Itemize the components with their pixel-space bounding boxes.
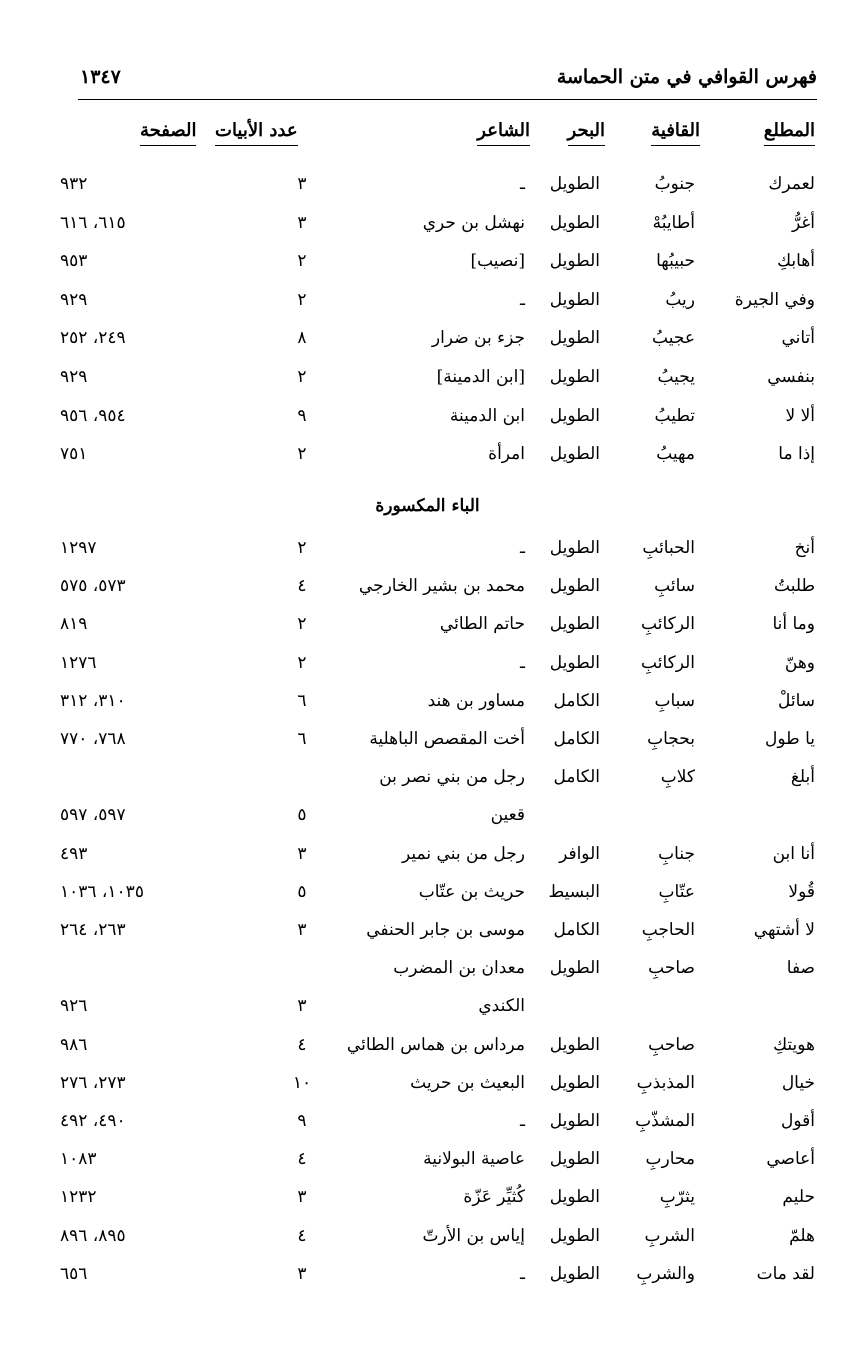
cell-matla: أهابكِ bbox=[777, 251, 815, 272]
cell-page-refs: ٩٣٢ bbox=[60, 174, 88, 194]
cell-bahr: الطويل bbox=[549, 614, 600, 635]
col-header-count: عدد الأبيات bbox=[215, 120, 298, 146]
cell-matla: لقد مات bbox=[756, 1263, 815, 1284]
cell-verse-count: ١٠ bbox=[292, 1072, 312, 1093]
cell-bahr: الطويل bbox=[549, 958, 600, 979]
cell-poet: رجل من بني نمير bbox=[402, 843, 525, 864]
cell-poet: ـ bbox=[520, 652, 525, 673]
cell-verse-count: ٦ bbox=[297, 729, 307, 749]
cell-bahr: البسيط bbox=[548, 881, 600, 902]
cell-qafia: ريبُ bbox=[665, 289, 695, 310]
cell-qafia: أطايبُهْ bbox=[652, 212, 695, 233]
cell-qafia: كلابِ bbox=[660, 767, 695, 788]
cell-bahr: الطويل bbox=[549, 538, 600, 558]
cell-page-refs: ٤٩٠، ٤٩٢ bbox=[60, 1111, 126, 1131]
cell-page-refs: ٧٥١ bbox=[60, 444, 88, 465]
cell-qafia: تطيبُ bbox=[654, 405, 695, 426]
cell-verse-count: ٤ bbox=[297, 1034, 307, 1055]
cell-qafia: سائبِ bbox=[654, 576, 695, 597]
cell-bahr: الكامل bbox=[553, 729, 600, 749]
cell-poet: موسى بن جابر الحنفي bbox=[366, 920, 525, 940]
cell-poet: محمد بن بشير الخارجي bbox=[358, 576, 525, 597]
cell-bahr: الطويل bbox=[549, 576, 600, 597]
cell-verse-count: ٥ bbox=[297, 805, 307, 826]
cell-page-refs: ٩٢٦ bbox=[60, 996, 88, 1017]
cell-matla: أنخ bbox=[794, 538, 815, 558]
cell-page-refs: ٢٦٣، ٢٦٤ bbox=[60, 920, 126, 940]
cell-bahr: الطويل bbox=[549, 1225, 600, 1246]
cell-matla: قُولا bbox=[788, 881, 815, 902]
cell-qafia: المذبذبِ bbox=[636, 1072, 695, 1093]
cell-page-refs: ٢٧٣، ٢٧٦ bbox=[60, 1072, 126, 1093]
cell-qafia: عجيبُ bbox=[652, 328, 695, 349]
cell-verse-count: ٢ bbox=[297, 444, 307, 465]
cell-page-refs: ٩٢٩ bbox=[60, 289, 88, 310]
cell-verse-count: ٣ bbox=[297, 843, 307, 864]
cell-bahr: الكامل bbox=[553, 920, 600, 940]
cell-bahr: الوافر bbox=[559, 843, 600, 864]
cell-matla: لا أشتهي bbox=[753, 920, 815, 940]
cell-matla: يا طول bbox=[765, 729, 815, 749]
cell-verse-count: ٩ bbox=[297, 1111, 307, 1131]
cell-verse-count: ٤ bbox=[297, 1225, 307, 1246]
cell-bahr: الطويل bbox=[549, 1034, 600, 1055]
cell-qafia: سبابِ bbox=[654, 690, 695, 711]
section-heading: الباء المكسورة bbox=[375, 496, 480, 516]
cell-poet: ـ bbox=[520, 289, 525, 310]
cell-qafia: جنوبُ bbox=[654, 174, 695, 194]
cell-qafia: محاربِ bbox=[645, 1149, 695, 1170]
cell-matla: أغرُّ bbox=[792, 212, 815, 233]
cell-bahr: الطويل bbox=[549, 251, 600, 272]
cell-verse-count: ٢ bbox=[297, 367, 307, 387]
cell-page-refs: ١٢٧٦ bbox=[60, 652, 97, 673]
cell-verse-count: ٢ bbox=[297, 614, 307, 635]
cell-bahr: الطويل bbox=[549, 1263, 600, 1284]
cell-matla: أبلغ bbox=[790, 767, 815, 788]
col-header-bahr: البحر bbox=[568, 120, 605, 146]
cell-poet: الكندي bbox=[478, 996, 525, 1017]
cell-bahr: الطويل bbox=[549, 289, 600, 310]
cell-page-refs: ٨١٩ bbox=[60, 614, 88, 635]
cell-verse-count: ٣ bbox=[297, 212, 307, 233]
cell-verse-count: ٣ bbox=[297, 920, 307, 940]
cell-page-refs: ٩٥٣ bbox=[60, 251, 88, 272]
col-header-page: الصفحة bbox=[140, 120, 196, 146]
cell-page-refs: ٥٩٧، ٥٩٧ bbox=[60, 805, 126, 826]
cell-matla: خيال bbox=[781, 1072, 815, 1093]
cell-verse-count: ٢ bbox=[297, 251, 307, 272]
cell-matla: وما أنا bbox=[772, 614, 815, 635]
cell-matla: بنفسي bbox=[767, 367, 815, 387]
cell-bahr: الكامل bbox=[553, 767, 600, 788]
cell-qafia: الركائبِ bbox=[641, 652, 695, 673]
cell-qafia: المشذّبِ bbox=[635, 1111, 695, 1131]
cell-matla: أنا ابن bbox=[772, 843, 815, 864]
cell-matla: حليم bbox=[782, 1187, 815, 1208]
cell-bahr: الطويل bbox=[549, 174, 600, 194]
cell-page-refs: ٢٤٩، ٢٥٢ bbox=[60, 328, 126, 349]
cell-matla: وفي الجيرة bbox=[734, 289, 815, 310]
cell-poet: أخت المقصص الباهلية bbox=[369, 729, 525, 749]
cell-verse-count: ٩ bbox=[297, 405, 307, 426]
cell-matla: هويتكِ bbox=[773, 1034, 815, 1055]
cell-verse-count: ٣ bbox=[297, 1187, 307, 1208]
cell-verse-count: ٣ bbox=[297, 1263, 307, 1284]
cell-verse-count: ٢ bbox=[297, 289, 307, 310]
cell-qafia: عتّابِ bbox=[658, 881, 695, 902]
cell-matla: ألا لا bbox=[785, 405, 815, 426]
cell-verse-count: ٥ bbox=[297, 881, 307, 902]
cell-qafia: مهيبُ bbox=[656, 444, 695, 465]
cell-matla: لعمرك bbox=[768, 174, 815, 194]
cell-bahr: الطويل bbox=[549, 212, 600, 233]
cell-poet: ـ bbox=[520, 1111, 525, 1131]
cell-page-refs: ٧٦٨، ٧٧٠ bbox=[60, 729, 126, 749]
cell-poet: نهشل بن حري bbox=[422, 212, 525, 233]
cell-matla: إذا ما bbox=[778, 444, 815, 465]
col-header-matla: المطلع bbox=[764, 120, 815, 146]
cell-poet: كُثيِّر عَزّة bbox=[463, 1187, 525, 1208]
running-title: فهرس القوافي في متن الحماسة bbox=[556, 66, 817, 88]
cell-bahr: الطويل bbox=[549, 444, 600, 465]
cell-verse-count: ٤ bbox=[297, 1149, 307, 1170]
cell-qafia: جنابِ bbox=[658, 843, 695, 864]
cell-poet: جزء بن ضرار bbox=[431, 328, 525, 349]
cell-bahr: الطويل bbox=[549, 405, 600, 426]
cell-page-refs: ٥٧٣، ٥٧٥ bbox=[60, 576, 126, 597]
cell-verse-count: ٤ bbox=[297, 576, 307, 597]
cell-page-refs: ١٢٩٧ bbox=[60, 538, 97, 558]
cell-qafia: بحجابِ bbox=[647, 729, 695, 749]
cell-page-refs: ٩٥٤، ٩٥٦ bbox=[60, 405, 126, 426]
cell-page-refs: ١٢٣٢ bbox=[60, 1187, 97, 1208]
cell-page-refs: ٦١٥، ٦١٦ bbox=[60, 212, 126, 233]
cell-verse-count: ٣ bbox=[297, 996, 307, 1017]
cell-page-refs: ٤٩٣ bbox=[60, 843, 88, 864]
cell-poet: ـ bbox=[520, 1263, 525, 1284]
cell-poet: ابن الدمينة bbox=[449, 405, 525, 426]
cell-matla: أعاصي bbox=[766, 1149, 815, 1170]
cell-page-refs: ٨٩٥، ٨٩٦ bbox=[60, 1225, 126, 1246]
cell-qafia: صاحبِ bbox=[648, 1034, 695, 1055]
cell-matla: أقول bbox=[781, 1111, 815, 1131]
header-rule bbox=[78, 99, 817, 100]
cell-poet: معدان بن المضرب bbox=[393, 958, 525, 979]
cell-verse-count: ٦ bbox=[297, 690, 307, 711]
cell-qafia: صاحبِ bbox=[648, 958, 695, 979]
cell-poet: حريث بن عتّاب bbox=[418, 881, 525, 902]
cell-bahr: الطويل bbox=[549, 1072, 600, 1093]
cell-poet: [ابن الدمينة] bbox=[436, 367, 525, 387]
cell-bahr: الكامل bbox=[553, 690, 600, 711]
cell-bahr: الطويل bbox=[549, 328, 600, 349]
cell-bahr: الطويل bbox=[549, 1111, 600, 1131]
cell-qafia: الركائبِ bbox=[641, 614, 695, 635]
cell-matla: صفا bbox=[786, 958, 815, 979]
cell-matla: طلبتُ bbox=[774, 576, 815, 597]
cell-bahr: الطويل bbox=[549, 1187, 600, 1208]
cell-verse-count: ٢ bbox=[297, 652, 307, 673]
cell-page-refs: ١٠٨٣ bbox=[60, 1149, 97, 1170]
cell-poet: امرأة bbox=[488, 444, 525, 465]
cell-poet: حاتم الطائي bbox=[439, 614, 525, 635]
cell-qafia: الحاجبِ bbox=[641, 920, 695, 940]
cell-poet: [نصيب] bbox=[470, 251, 525, 272]
cell-poet: عاصية البولانية bbox=[423, 1149, 525, 1170]
col-header-qafia: القافية bbox=[651, 120, 700, 146]
cell-page-refs: ٩٢٩ bbox=[60, 367, 88, 387]
cell-poet: ـ bbox=[520, 174, 525, 194]
cell-matla: هلمّ bbox=[789, 1225, 815, 1246]
cell-verse-count: ٢ bbox=[297, 538, 307, 558]
cell-poet: رجل من بني نصر بن bbox=[379, 767, 525, 788]
cell-matla: وهنّ bbox=[784, 652, 815, 673]
cell-qafia: والشربِ bbox=[636, 1263, 695, 1284]
cell-matla: سائلْ bbox=[777, 690, 815, 711]
cell-qafia: الحبائبِ bbox=[642, 538, 695, 558]
cell-bahr: الطويل bbox=[549, 652, 600, 673]
cell-poet: مرداس بن هماس الطائي bbox=[346, 1034, 525, 1055]
cell-bahr: الطويل bbox=[549, 367, 600, 387]
cell-qafia: يثرّبِ bbox=[659, 1187, 695, 1208]
cell-poet: البعيث بن حريث bbox=[410, 1072, 525, 1093]
cell-page-refs: ١٠٣٥، ١٠٣٦ bbox=[60, 881, 144, 902]
col-header-poet: الشاعر bbox=[477, 120, 530, 146]
page-number: ١٣٤٧ bbox=[80, 66, 121, 88]
cell-qafia: الشربِ bbox=[644, 1225, 695, 1246]
cell-matla: أتاني bbox=[781, 328, 815, 349]
cell-poet: ـ bbox=[520, 538, 525, 558]
cell-page-refs: ٦٥٦ bbox=[60, 1263, 88, 1284]
cell-verse-count: ٨ bbox=[297, 328, 307, 349]
cell-poet: إياس بن الأرتّ bbox=[422, 1225, 525, 1246]
cell-poet: مساور بن هند bbox=[427, 690, 525, 711]
cell-page-refs: ٣١٠، ٣١٢ bbox=[60, 690, 126, 711]
cell-bahr: الطويل bbox=[549, 1149, 600, 1170]
cell-poet: قعين bbox=[490, 805, 525, 826]
cell-verse-count: ٣ bbox=[297, 174, 307, 194]
cell-page-refs: ٩٨٦ bbox=[60, 1034, 88, 1055]
cell-qafia: حبيبُها bbox=[656, 251, 695, 272]
cell-qafia: يجيبُ bbox=[657, 367, 695, 387]
